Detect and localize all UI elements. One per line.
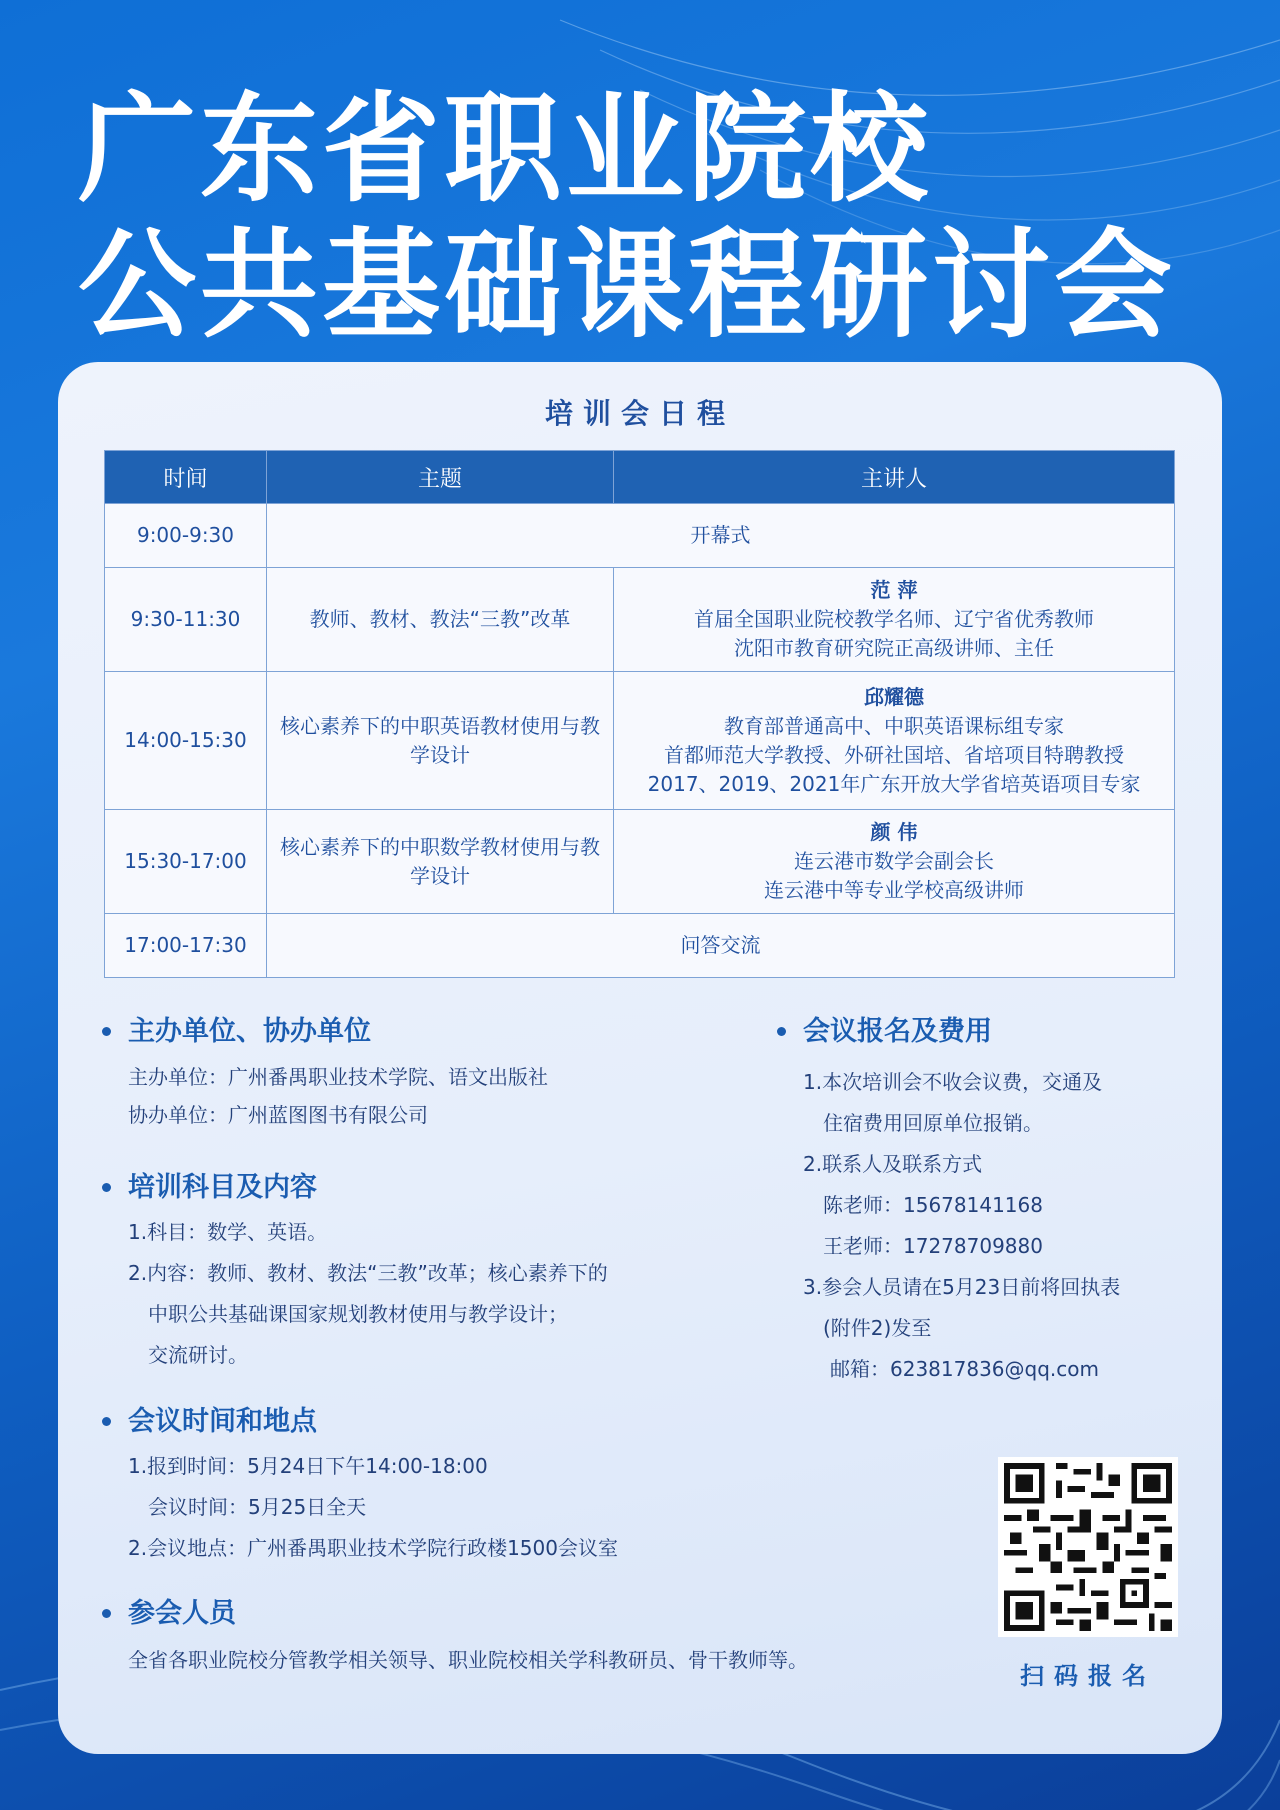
- host-line: 主办单位：广州番禺职业技术学院、语文出版社: [128, 1065, 548, 1089]
- bullet-icon: [777, 1027, 786, 1036]
- row-topic: 核心素养下的中职英语教材使用与教学设计: [267, 672, 614, 810]
- scan-register-label[interactable]: 扫码报名: [1020, 1662, 1156, 1690]
- attendees-heading-text: 参会人员: [128, 1598, 236, 1629]
- table-row: [105, 568, 1175, 672]
- row-merged: 开幕式: [267, 504, 1175, 568]
- time-place-heading-text: 会议时间和地点: [128, 1406, 317, 1437]
- time-place-line: 会议时间：5月25日全天: [148, 1495, 367, 1519]
- subjects-line: 交流研讨。: [148, 1343, 248, 1367]
- attendees-text: 全省各职业院校分管教学相关领导、职业院校相关学科教研员、骨干教师等。: [128, 1648, 808, 1672]
- row-speaker: [614, 672, 1175, 810]
- registration-line: 住宿费用回原单位报销。: [823, 1111, 1043, 1135]
- bullet-icon: [102, 1417, 111, 1426]
- organizers-section: [98, 1012, 778, 1134]
- table-row: [105, 914, 1175, 978]
- contact-chen: 陈老师：15678141168: [823, 1193, 1043, 1217]
- row-time: 15:30-17:00: [105, 810, 267, 914]
- speaker-title: 沈阳市教育研究院正高级讲师、主任: [734, 636, 1054, 660]
- contact-wang: 王老师：17278709880: [823, 1234, 1043, 1258]
- row-speaker: [614, 568, 1175, 672]
- table-row: [105, 504, 1175, 568]
- subjects-line: 2.内容：教师、教材、教法“三教”改革；核心素养下的: [128, 1261, 608, 1285]
- registration-line: 3.参会人员请在5月23日前将回执表: [803, 1275, 1121, 1299]
- row-topic: 核心素养下的中职数学教材使用与教学设计: [267, 810, 614, 914]
- row-time: 9:00-9:30: [105, 504, 267, 568]
- header-speaker: 主讲人: [614, 451, 1175, 504]
- registration-line: 2.联系人及联系方式: [803, 1152, 983, 1176]
- organizers-heading-text: 主办单位、协办单位: [128, 1016, 371, 1047]
- attendees-section: [98, 1594, 958, 1681]
- schedule-table: [104, 450, 1175, 978]
- row-merged: 问答交流: [267, 914, 1175, 978]
- header-topic: 主题: [267, 451, 614, 504]
- registration-email: 邮箱：623817836@qq.com: [830, 1357, 1099, 1381]
- row-topic: 教师、教材、教法“三教”改革: [267, 568, 614, 672]
- poster-title-line1: 广东省职业院校: [78, 80, 933, 218]
- speaker-title: 教育部普通高中、中职英语课标组专家: [724, 713, 1064, 738]
- row-speaker: [614, 810, 1175, 914]
- organizers-heading: [98, 1012, 778, 1052]
- header-time: 时间: [105, 451, 267, 504]
- speaker-name: 邱耀德: [864, 684, 924, 709]
- bullet-icon: [102, 1609, 111, 1618]
- time-place-line: 1.报到时间：5月24日下午14:00-18:00: [128, 1454, 488, 1478]
- time-place-section: [98, 1402, 818, 1569]
- subjects-line: 1.科目：数学、英语。: [128, 1220, 328, 1244]
- registration-section: [773, 1012, 1213, 1390]
- subjects-heading-text: 培训科目及内容: [128, 1172, 317, 1203]
- registration-heading-text: 会议报名及费用: [803, 1016, 992, 1047]
- row-time: 14:00-15:30: [105, 672, 267, 810]
- bullet-icon: [102, 1027, 111, 1036]
- subjects-section: [98, 1168, 778, 1376]
- speaker-title: 首都师范大学教授、外研社国培、省培项目特聘教授: [664, 742, 1124, 767]
- speaker-name: 颜 伟: [870, 820, 918, 844]
- speaker-title: 2017、2019、2021年广东开放大学省培英语项目专家: [647, 771, 1141, 796]
- time-place-heading: [98, 1402, 818, 1442]
- registration-line: 1.本次培训会不收会议费，交通及: [803, 1070, 1103, 1094]
- registration-line: (附件2)发至: [823, 1316, 932, 1340]
- table-row: [105, 810, 1175, 914]
- subjects-heading: [98, 1168, 778, 1208]
- speaker-title: 首届全国职业院校教学名师、辽宁省优秀教师: [694, 607, 1094, 631]
- bullet-icon: [102, 1183, 111, 1192]
- time-place-line: 2.会议地点：广州番禺职业技术学院行政楼1500会议室: [128, 1536, 618, 1560]
- registration-heading: [773, 1012, 1213, 1052]
- speaker-title: 连云港中等专业学校高级讲师: [764, 878, 1024, 902]
- schedule-title: 培训会日程: [544, 397, 735, 430]
- table-row: [105, 672, 1175, 810]
- poster-title-line2: 公共基础课程研讨会: [78, 216, 1177, 354]
- speaker-name: 范 萍: [870, 578, 918, 602]
- row-time: 17:00-17:30: [105, 914, 267, 978]
- speaker-title: 连云港市数学会副会长: [794, 849, 994, 873]
- attendees-heading: [98, 1594, 958, 1634]
- schedule-header-row: [105, 451, 1175, 504]
- subjects-line: 中职公共基础课国家规划教材使用与教学设计；: [148, 1302, 568, 1326]
- co-host-line: 协办单位：广州蓝图图书有限公司: [128, 1103, 428, 1127]
- row-time: 9:30-11:30: [105, 568, 267, 672]
- content-card: [58, 362, 1222, 1754]
- qr-code-icon[interactable]: [998, 1457, 1178, 1637]
